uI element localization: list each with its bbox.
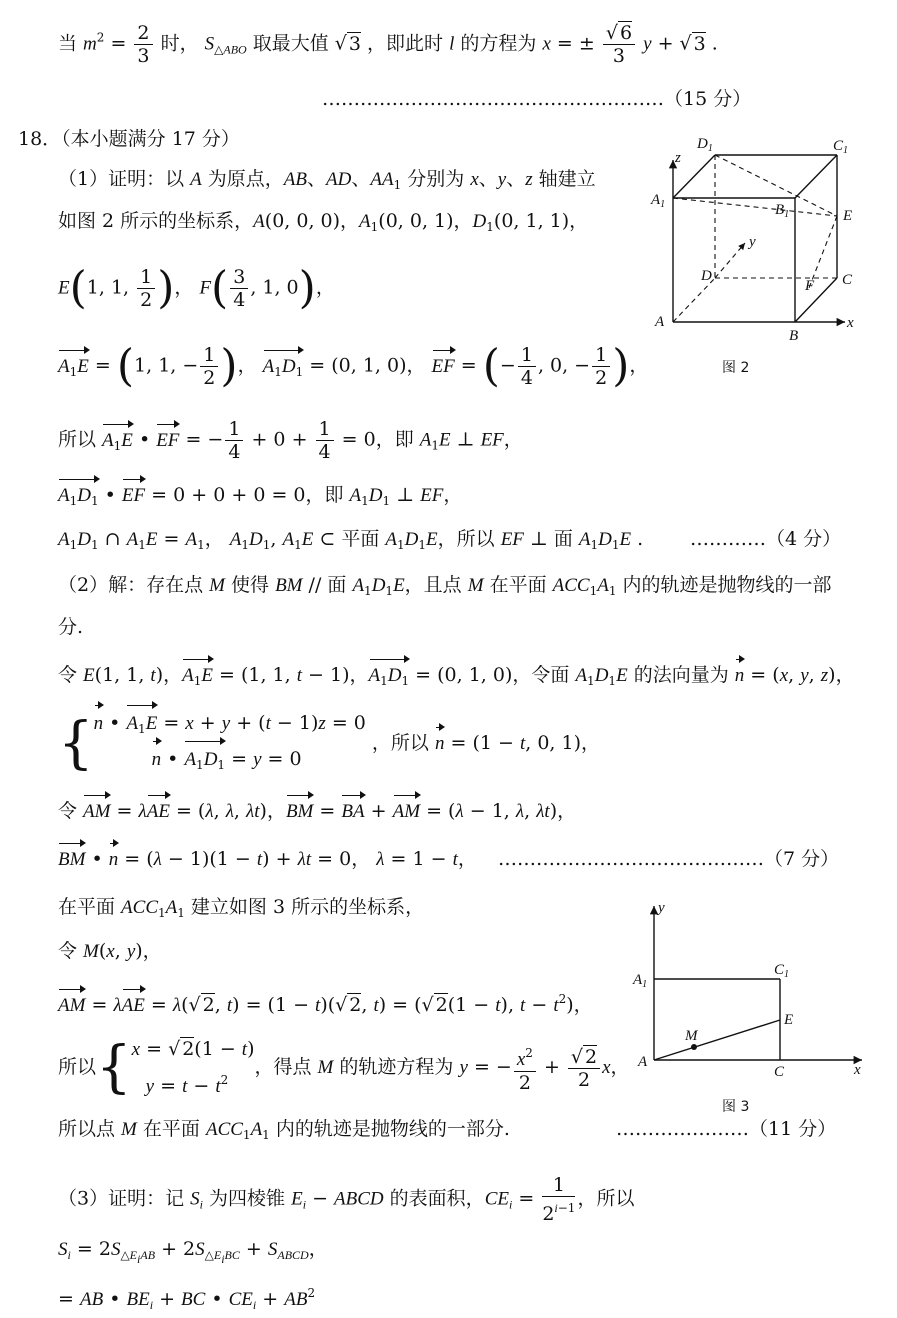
label-c1-3: $C_1$	[774, 962, 790, 980]
point-m	[691, 1044, 697, 1050]
label-a3: A	[638, 1054, 648, 1070]
score-7: ……………………………………（7 分）	[498, 848, 840, 870]
part1-line5: 所以 $A_1E$ • EF = − $\frac{1}{4}$ + 0 + $\frac{1}{4}$ = 0，即 $A_1E$ ⊥ EF，	[58, 418, 523, 463]
part3-line3: = AB • $BE_i$ + BC • $CE_i + AB^2$	[58, 1286, 316, 1312]
label-z: z	[675, 150, 681, 166]
label-d: D	[701, 268, 712, 284]
label-e: E	[843, 208, 853, 224]
label-c3: C	[774, 1064, 785, 1080]
score-4: …………（4 分）	[690, 528, 842, 550]
part2-line9: AM = λAE = λ(√ 2, t) = (1 − t)(√ 2, t) = (√ 2(1 − t), $t - t^2$)，	[58, 986, 593, 1019]
label-y3: y	[658, 900, 665, 916]
figure-2-caption: 图 2	[722, 360, 750, 376]
score-11: …………………（11 分）	[616, 1118, 837, 1140]
part2-conclusion: 所以点 M 在平面 $ACC_1A_1$ 内的轨迹是抛物线的一部分.	[58, 1118, 510, 1142]
line-area-max: 当 $m^2$ = $\frac{2}{3}$ 时， $S_{\triangle ABO}$ 取最大值 √ 3 ，即此时 l 的方程为 x = ± $\frac{√ 6}{3}$ y + √ 3 .	[58, 22, 718, 67]
part1-line2: 如图 2 所示的坐标系，A(0, 0, 0)，$A_1(0$, 0, 1)，$D_1(0$, 1, 1)，	[58, 210, 589, 234]
part2-line5: 令 AM = λAE = (λ, λ, λt)，BM = BA + AM = (λ − 1, λ, λt)，	[58, 798, 576, 825]
part2-system-locus: 所以{ x = √ 2(1 − t) $y = t - t^2$ ，得点 M 的轨迹方程为 y = − $\frac{x^2}{2}$ + $\frac{√ 2}{2}$ x，	[58, 1035, 630, 1100]
figure-2-cube	[645, 130, 870, 345]
label-f: F	[805, 278, 815, 294]
part3-line2: $S_i = 2S_{\triangle E_iAB} + 2S_{\triangle E_iBC} + S_{ABCD}$，	[58, 1238, 328, 1266]
label-d1: $D_1$	[697, 136, 713, 154]
part2-line1: （2）解：存在点 M 使得 BM // 面 $A_1D_1E$，且点 M 在平面 $ACC_1A_1$ 内的轨迹是抛物线的一部	[58, 574, 832, 598]
label-x3: x	[854, 1062, 861, 1078]
part1-line6: $A_1D_1$ • EF = 0 + 0 + 0 = 0，即 $A_1D_1$ ⊥ EF，	[58, 482, 462, 514]
label-e3: E	[784, 1012, 794, 1028]
part2-line7: 在平面 $ACC_1A_1$ 建立如图 3 所示的坐标系，	[58, 896, 425, 920]
part2-system-normal: { n • $A_1E = x + y + (t - 1)z = 0$ n • $A_1D_1 = y = 0$ ，所以 n = (1 − t, 0, 1)，	[58, 708, 600, 780]
label-x: x	[847, 315, 854, 331]
figure-3-caption: 图 3	[722, 1099, 750, 1115]
label-b1: $B_1$	[775, 202, 790, 220]
label-a1: $A_1$	[651, 192, 666, 210]
label-c: C	[842, 272, 853, 288]
label-c1: $C_1$	[833, 138, 849, 156]
part2-line2: 分.	[58, 616, 84, 638]
part2-line8: 令 M(x, y)，	[58, 940, 162, 962]
part2-line3: 令 E(1, 1, t)，$A_1E = (1$, 1, t − 1)，$A_1D_1 = (0$, 1, 0)，令面 $A_1D_1E$ 的法向量为 n = (x, y, z)，	[58, 662, 855, 694]
score-15: ………………………………………………（15 分）	[322, 88, 752, 110]
part1-line3: E(1, 1, $\frac{1}{2}$ )， F( $\frac{3}{4}$ , 1, 0)，	[58, 262, 335, 314]
part3-line1: （3）证明：记 $S_i$ 为四棱锥 $E_i$ − ABCD 的表面积，$CE_i$ = $\frac{1}{2^{i-1}}$ ，所以	[58, 1174, 635, 1225]
part1-line4: $A_1E = (1$, 1, − $\frac{1}{2}$ )， $A_1D_1 = (0$, 1, 0)， EF = (− $\frac{1}{4}$ , 0, − $\frac{1}{2}$ )，	[58, 340, 649, 392]
label-a1-3: $A_1$	[633, 972, 648, 990]
part1-line7: $A_1D_1$ ∩ $A_1E = A_1$， $A_1D_1$, $A_1E$ ⊂ 平面 $A_1D_1E$，所以 EF ⊥ 面 $A_1D_1E$ .	[58, 528, 644, 552]
part1-line1: （1）证明：以 A 为原点，AB、AD、$AA_1$ 分别为 x、y、z 轴建立	[58, 168, 596, 192]
figure-3-plane	[630, 896, 870, 1086]
label-b: B	[789, 328, 799, 344]
part2-line6: BM • n = (λ − 1)(1 − t) + λt = 0， λ = 1 − t，	[58, 846, 477, 873]
label-a: A	[655, 314, 665, 330]
label-m3: M	[685, 1028, 698, 1044]
q18-title: 18．（本小题满分 17 分）	[18, 128, 240, 150]
label-y: y	[749, 234, 756, 250]
